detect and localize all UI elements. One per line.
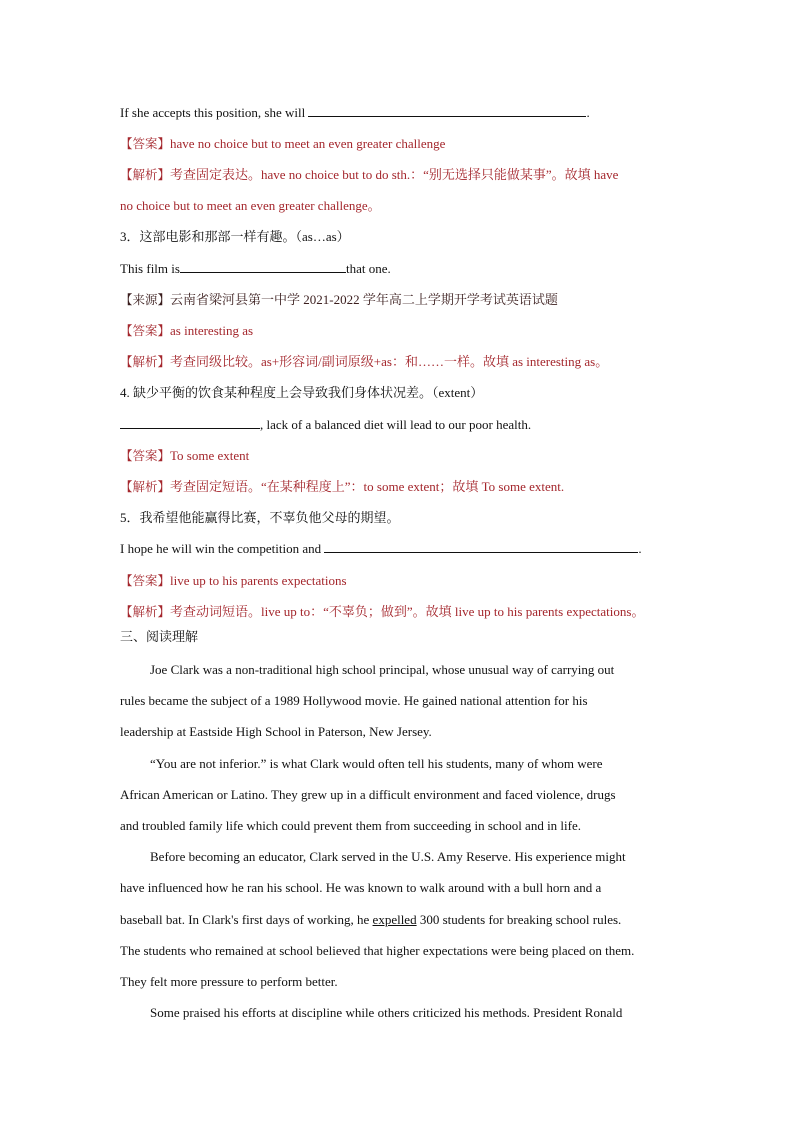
analysis-tag: 【解析】	[120, 354, 171, 369]
passage-p2-line3: and troubled family life which could prevent them from succeeding in school and in life.	[120, 818, 582, 833]
q3-question: 3．这部电影和那部一样有趣。（as…as）	[120, 229, 350, 244]
q3-analysis	[120, 353, 608, 371]
underlined-word-expelled: expelled	[372, 912, 417, 927]
q5-prompt-text: I hope he will win the competition and	[120, 541, 325, 556]
q4-analysis	[120, 478, 564, 496]
passage-p1-line1: Joe Clark was a non-traditional high school principal, whose unusual way of carrying out	[150, 662, 615, 677]
q4-answer	[120, 447, 249, 465]
q3-answer-text: as interesting as	[170, 323, 254, 338]
section-title: 三、阅读理解	[120, 629, 199, 644]
passage-p3-line3	[120, 911, 621, 929]
q3-source	[120, 291, 558, 309]
q2-answer	[120, 135, 445, 153]
q2-answer-blank	[308, 104, 586, 117]
q2-prompt-text: If she accepts this position, she will	[120, 105, 309, 120]
q2-prompt	[120, 104, 590, 122]
passage-p1-line2: rules became the subject of a 1989 Hollywood movie. He gained national attention for his	[120, 693, 588, 708]
q3-prompt	[120, 260, 391, 278]
q2-analysis-text1: 考查固定表达。have no choice but to do sth.：“别无选择只能做某事”。故填 have	[170, 167, 619, 182]
q5-answer-blank	[324, 540, 638, 553]
answer-tag: 【答案】	[120, 136, 171, 151]
source-tag: 【来源】	[120, 292, 171, 307]
passage-p3-line5: They felt more pressure to perform better.	[120, 974, 338, 989]
passage-p2-line1: “You are not inferior.” is what Clark would often tell his students, many of whom were	[150, 756, 603, 771]
passage-p4-line1: Some praised his efforts at discipline while others criticized his methods. President Ronald	[150, 1005, 623, 1020]
q3-analysis-text: 考查同级比较。as+形容词/副词原级+as：和……一样。故填 as interesting as。	[170, 354, 609, 369]
analysis-tag: 【解析】	[120, 479, 171, 494]
q5-answer	[120, 572, 347, 590]
q5-answer-text: live up to his parents expectations	[170, 573, 347, 588]
q3-prompt-text: This film is	[120, 261, 180, 276]
q2-analysis-line2: no choice but to meet an even greater challenge。	[120, 198, 381, 213]
q3-source-text: 云南省梁河县第一中学 2021-2022 学年高二上学期开学考试英语试题	[170, 292, 558, 307]
passage-p3-line4: The students who remained at school believed that higher expectations were being placed on them.	[120, 943, 635, 958]
passage-p3-line3-start: baseball bat. In Clark's first days of working, he	[120, 912, 373, 927]
passage-p1-line3: leadership at Eastside High School in Paterson, New Jersey.	[120, 724, 432, 739]
answer-tag: 【答案】	[120, 573, 171, 588]
q5-question: 5．我希望他能赢得比赛，不辜负他父母的期望。	[120, 510, 400, 525]
q4-analysis-text: 考查固定短语。“在某种程度上”：to some extent；故填 To some extent.	[170, 479, 565, 494]
answer-tag: 【答案】	[120, 448, 171, 463]
answer-tag: 【答案】	[120, 323, 171, 338]
q4-answer-blank	[120, 416, 260, 429]
q3-answer-blank	[180, 260, 346, 273]
q2-answer-text: have no choice but to meet an even greater challenge	[170, 136, 446, 151]
passage-p3-line2: have influenced how he ran his school. He was known to walk around with a bull horn and a	[120, 880, 602, 895]
q4-prompt-text: , lack of a balanced diet will lead to our poor health.	[260, 417, 532, 432]
q4-question: 4. 缺少平衡的饮食某种程度上会导致我们身体状况差。（extent）	[120, 385, 484, 400]
passage-p3-line1: Before becoming an educator, Clark served in the U.S. Amy Reserve. His experience might	[150, 849, 626, 864]
passage-p3-line3-end: 300 students for breaking school rules.	[416, 912, 622, 927]
q4-prompt	[120, 416, 531, 434]
q2-analysis-line1	[120, 166, 618, 184]
q3-answer	[120, 322, 253, 340]
passage-p2-line2: African American or Latino. They grew up in a difficult environment and faced violence, drugs	[120, 787, 616, 802]
analysis-tag: 【解析】	[120, 167, 171, 182]
q5-prompt-end: .	[638, 541, 642, 556]
analysis-tag: 【解析】	[120, 604, 171, 619]
q5-analysis-text: 考查动词短语。live up to：“不辜负；做到”。故填 live up to his parents expectations。	[170, 604, 645, 619]
q4-answer-text: To some extent	[170, 448, 250, 463]
q3-prompt-end: that one.	[345, 261, 391, 276]
q5-prompt	[120, 540, 642, 558]
q2-prompt-end: .	[586, 105, 590, 120]
q5-analysis	[120, 603, 644, 621]
